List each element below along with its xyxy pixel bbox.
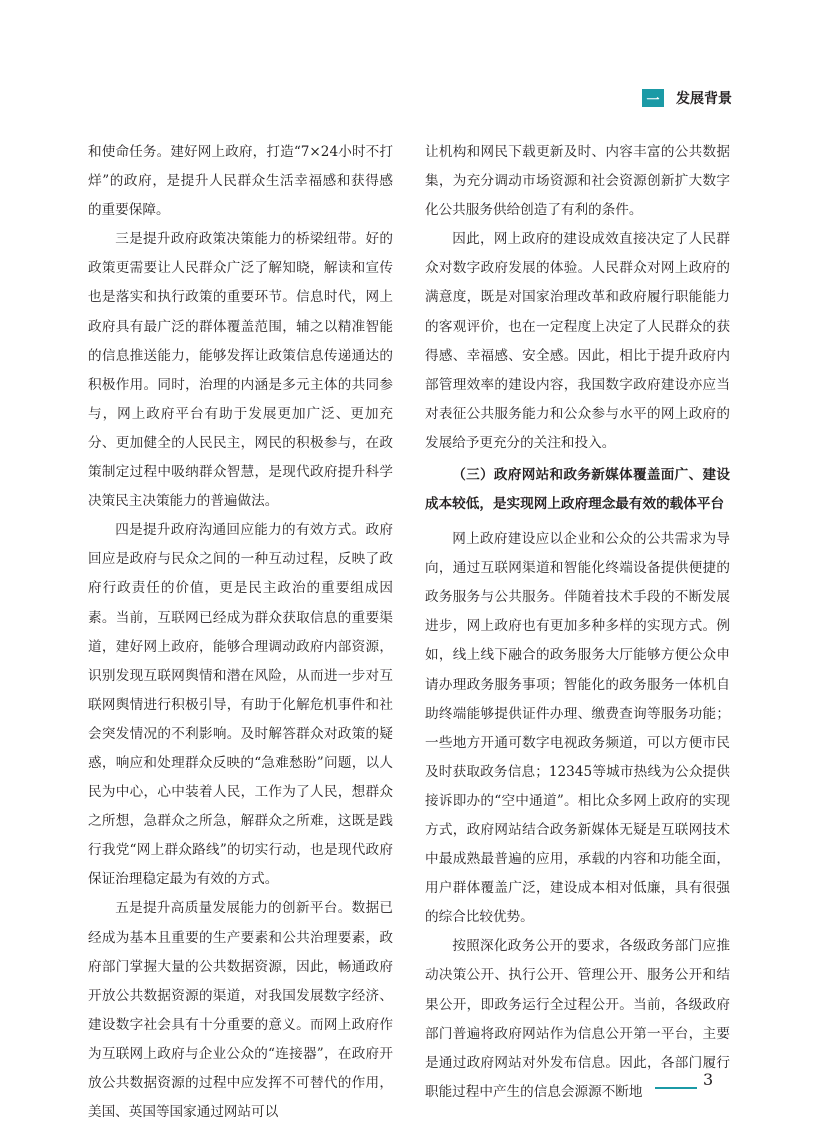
paragraph: 因此，网上政府的建设成效直接决定了人民群众对数字政府发展的体验。人民群众对网上政府的满意度，既是对国家治理改革和政府履行职能能力的客观评价，也在一定程度上决定了人民群众的获得感、幸福感、安全感。因此，相比于提升政府内部管理效率的建设内容，我国数字政府建设亦应当对表征公共服务能力和公众参与水平的网上政府的发展给予更充分的关注和投入。 — [425, 231, 730, 451]
paragraph: 网上政府建设应以企业和公众的公共需求为导向，通过互联网渠道和智能化终端设备提供便捷的政务服务与公共服务。伴随着技术手段的不断发展进步，网上政府也有更加多种多样的实现方式。例如，线上线下融合的政务服务大厅能够方便公众申请办理政务服务事项；智能化的政务服务一体机自助终端能够提供证件办理、缴费查询等服务功能；一些地方开通可数字电视政务频道，可以方便市民及时获取政务信息；12345等城市热线为公众提供接诉即办的“空中通道”。相比众多网上政府的实现方式，政府网站结合政务新媒体无疑是互联网技术中最成熟最普遍的应用，承载的内容和功能全面，用户群体覆盖广泛，建设成本相对低廉，具有很强的综合比较优势。 — [425, 531, 730, 926]
right-column — [425, 138, 730, 1107]
paragraph: 五是提升高质量发展能力的创新平台。数据已经成为基本且重要的生产要素和公共治理要素，政府部门掌握大量的公共数据资源，因此，畅通政府开放公共数据资源的渠道，对我国发展数字经济、建设数字社会具有十分重要的意义。而网上政府作为互联网上政府与企业公众的“连接器”，在政府开放公共数据资源的过程中应发挥不可替代的作用，美国、英国等国家通过网站可以 — [88, 900, 393, 1121]
chapter-number-badge: 一 — [642, 89, 664, 107]
section-heading: （三）政府网站和政务新媒体覆盖面广、建设成本较低，是实现网上政府理念最有效的载体平台 — [425, 467, 730, 513]
left-column — [88, 138, 393, 1127]
chapter-title: 发展背景 — [676, 91, 732, 107]
running-header — [642, 88, 732, 108]
paragraph: 四是提升政府沟通回应能力的有效方式。政府回应是政府与民众之间的一种互动过程，反映了政府行政责任的价值，更是民主政治的重要组成因素。当前，互联网已经成为群众获取信息的重要渠道，建好网上政府，能够合理调动政府内部资源，识别发现互联网舆情和潜在风险，从而进一步对互联网舆情进行积极引导，有助于化解危机事件和社会突发情况的不利影响。及时解答群众对政策的疑惑，响应和处理群众反映的“急难愁盼”问题，以人民为中心，心中装着人民，工作为了人民，想群众之所想，急群众之所急，解群众之所难，这既是践行我党“网上群众路线”的切实行动，也是现代政府保证治理稳定最为有效的方式。 — [88, 522, 393, 888]
page-number: 3 — [703, 1070, 714, 1089]
paragraph: 和使命任务。建好网上政府，打造“7×24小时不打烊”的政府，是提升人民群众生活幸福感和获得感的重要保障。 — [88, 144, 393, 219]
paragraph: 让机构和网民下载更新及时、内容丰富的公共数据集，为充分调动市场资源和社会资源创新扩大数字化公共服务供给创造了有利的条件。 — [425, 144, 730, 219]
footer-rule — [655, 1087, 697, 1089]
paragraph: 按照深化政务公开的要求，各级政务部门应推动决策公开、执行公开、管理公开、服务公开和结果公开，即政务运行全过程公开。当前，各级政府部门普遍将政府网站作为信息公开第一平台，主要是通过政府网站对外发布信息。因此，各部门履行职能过程中产生的信息会源源不断地 — [425, 938, 730, 1100]
paragraph: 三是提升政府政策决策能力的桥梁纽带。好的政策更需要让人民群众广泛了解知晓，解读和宣传也是落实和执行政策的重要环节。信息时代，网上政府具有最广泛的群体覆盖范围，辅之以精准智能的信息推送能力，能够发挥让政策信息传递通达的积极作用。同时，治理的内涵是多元主体的共同参与，网上政府平台有助于发展更加广泛、更加充分、更加健全的人民民主，网民的积极参与，在政策制定过程中吸纳群众智慧，是现代政府提升科学决策民主决策能力的普遍做法。 — [88, 231, 393, 510]
